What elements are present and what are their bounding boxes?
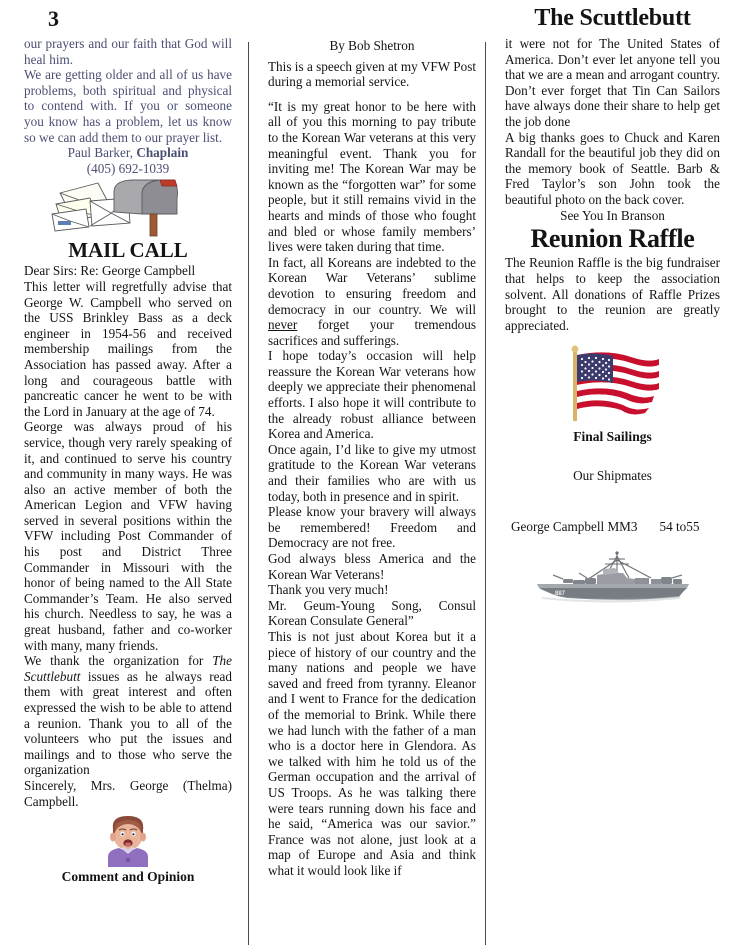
speech-paragraph-1: “It is my great honor to be here with all of you this morning to pay tribute to the Korean War veterans at this very meaningful event. Thank you for inviting me! The Korean War may be known as the “forgotten war” for some people, but it still remains vivid in the hearts and minds of those who fought and bled or whose family members’ lives were taken during that time. bbox=[268, 98, 476, 255]
left-column bbox=[0, 0, 240, 885]
never-underlined: never bbox=[268, 317, 298, 333]
continued-paragraph-2: A big thanks goes to Chuck and Karen Randall for the beautiful job they did on the memory book of Seattle. Barb & Fred Taylor’s son John took the beautiful photo on the back cover. bbox=[505, 129, 720, 207]
mail-call-paragraph-1: This letter will regretfully advise that George W. Campbell who served on the USS Brinkley Bass as a deck engineer in 1954-56 and received membership mailings from the Association has passed away. After a long and courageous battle with pancreatic cancer he went to be with the Lord in January at the age of 74. bbox=[24, 278, 232, 419]
final-sailings-heading: Final Sailings bbox=[573, 429, 652, 445]
speech-byline: By Bob Shetron bbox=[329, 38, 415, 53]
speech-paragraph-3: Once again, I’d like to give my utmost gratitude to the Korean War veterans and their families who are with us today, both in presence and in spirit. bbox=[268, 441, 476, 504]
right-column bbox=[495, 0, 734, 608]
chaplain-name: Paul Barker, bbox=[67, 145, 137, 161]
speech-paragraph-6: Thank you very much! bbox=[268, 582, 389, 598]
comment-and-opinion-heading: Comment and Opinion bbox=[61, 869, 195, 885]
reunion-raffle-body: The Reunion Raffle is the big fundraiser that helps to keep the association solvent. All donations of Raffle Prizes brought to the reunion are greatly appreciated. bbox=[505, 255, 720, 333]
speech-paragraph-7: This is not just about Korea but it a piece of history of our country and the many nations and people we have saved and freed from tyranny. Eleanor and I went to France for the dedication of the memorial to Brink. While there we had lunch with the father of a man who is a doctor here in Glendora. As we talked with him he told us of the German occupation and the arrival of US Troops. As he was talking there were tears running down his face and he said, “America was our savior.” France was not alone, just look at a map of Europe and Asia and think what it would look like if bbox=[268, 628, 476, 878]
column-divider-right bbox=[485, 42, 486, 945]
shipmate-name: George Campbell MM3 bbox=[511, 518, 638, 534]
shipmate-entry bbox=[505, 519, 720, 535]
speech-attribution: Mr. Geum-Young Song, Consul Korean Consulate General” bbox=[268, 597, 476, 629]
middle-column bbox=[258, 0, 480, 878]
person-speaking-icon bbox=[102, 813, 154, 867]
mail-call-thanks-paragraph bbox=[24, 653, 232, 778]
reunion-raffle-heading: Reunion Raffle bbox=[530, 224, 695, 254]
mail-call-heading: MAIL CALL bbox=[68, 238, 188, 263]
speech-paragraph-2: I hope today’s occasion will help reassure the Korean War veterans how deeply we appreciate their phenomenal efforts. I also hope it will contribute to the already robust alliance between Korea and America. bbox=[268, 348, 476, 442]
shipmate-years: 54 to55 bbox=[659, 518, 700, 534]
newsletter-title-italic: The Scuttlebutt bbox=[24, 653, 232, 684]
column-divider-left bbox=[248, 42, 249, 945]
continued-paragraph-1: it were not for The United States of America. Don’t ever let anyone tell you that we are a mean and arrogant country. Don’t ever forget that Tin Can Sailors have always done their share to help get the job done bbox=[505, 36, 720, 129]
indebted-text-pre: In fact, all Koreans are indebted to the Korean War Veterans’ sublime devotion to ensuring freedom and democracy in our country. We will bbox=[268, 254, 476, 317]
svg-text:887: 887 bbox=[554, 591, 565, 598]
speech-indebted-paragraph bbox=[268, 255, 476, 349]
navy-destroyer-ship-icon bbox=[527, 548, 699, 608]
page-number: 3 bbox=[48, 6, 59, 31]
chaplain-title: Chaplain bbox=[136, 145, 189, 161]
thanks-text-pre: We thank the organization for bbox=[24, 653, 213, 669]
mail-call-paragraph-2: George was always proud of his service, though very rarely speaking of it, and continued to serve his country and community in many ways. He was also an active member of both the American Legion and VFW having served in several positions within the VFW including Post Commander of his post and District Three Commander in Missouri with the honor of being named to the All State Commander’s Team. He also served his church. Needless to say, he was a great husband, father and co-worker with many, many friends. bbox=[24, 419, 232, 653]
speech-intro: This is a speech given at my VFW Post during a memorial service. bbox=[268, 58, 476, 90]
chaplain-paragraph-2: We are getting older and all of us have problems, both spiritual and physical to contend with. If you or someone you know has a problem, let us know so we can add them to our prayer list. bbox=[24, 67, 232, 145]
branson-signoff: See You In Branson bbox=[560, 207, 665, 223]
mail-call-closing: Sincerely, Mrs. George (Thelma) Campbell. bbox=[24, 777, 232, 809]
masthead-title: The Scuttlebutt bbox=[534, 5, 691, 31]
speech-paragraph-5: God always bless America and the Korean War Veterans! bbox=[268, 551, 476, 582]
our-shipmates-subheading: Our Shipmates bbox=[573, 467, 652, 483]
american-flag-icon bbox=[559, 343, 667, 423]
speech-paragraph-4: Please know your bravery will always be remembered! Freedom and Democracy are not free. bbox=[268, 504, 476, 551]
mailbox-with-envelopes-icon bbox=[42, 176, 192, 238]
mail-call-salutation: Dear Sirs: Re: George Campbell bbox=[24, 263, 196, 279]
chaplain-signature bbox=[24, 145, 232, 161]
indebted-text-post: forget your tremendous sacrifices and sufferings. bbox=[268, 317, 476, 348]
chaplain-paragraph-1: our prayers and our faith that God will heal him. bbox=[24, 36, 232, 67]
chaplain-phone: (405) 692-1039 bbox=[86, 160, 170, 176]
thanks-text-post: issues as he always read them with great interest and often expressed the wish to be able to attend a reunion. Thank you to all of the volunteers who put the issues and mailings and to those who serve the organization bbox=[24, 668, 232, 778]
